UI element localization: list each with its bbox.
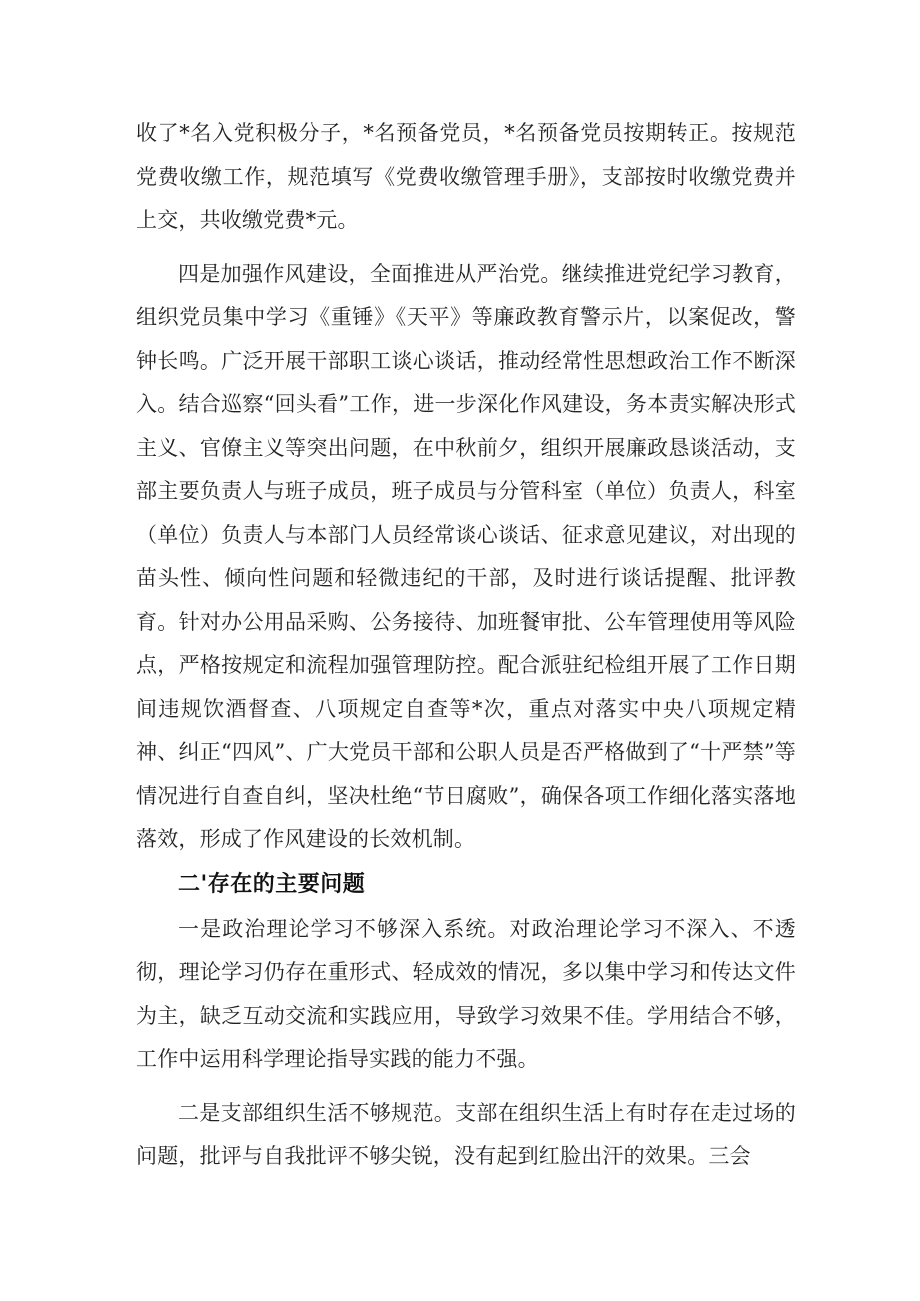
paragraph-theory-study: 一是政治理论学习不够深入系统。对政治理论学习不深入、不透彻，理论学习仍存在重形式、轻成效的情况，多以集中学习和传达文件为主，缺乏互动交流和实践应用，导致学习效果不佳。学用结合不够，工作中运用科学理论指导实践的能力不强。	[136, 916, 796, 1071]
paragraph-organization-life: 二是支部组织生活不够规范。支部在组织生活上有时存在走过场的问题，批评与自我批评不够尖锐，没有起到红脸出汗的效果。三会	[136, 1100, 796, 1168]
section-heading: 二'存在的主要问题	[178, 871, 366, 897]
paragraph-party-dues: 收了*名入党积极分子，*名预备党员，*名预备党员按期转正。按规范党费收缴工作，规范填写《党费收缴管理手册》，支部按时收缴党费并上交，共收缴党费*元。	[136, 121, 796, 232]
document-body	[136, 112, 796, 1179]
paragraph-work-style: 四是加强作风建设，全面推进从严治党。继续推进党纪学习教育，组织党员集中学习《重锤》《天平》等廉政教育警示片，以案促改，警钟长鸣。广泛开展干部职工谈心谈话，推动经常性思想政治工作不断深入。结合巡察“回头看”工作，进一步深化作风建设，务本责实解决形式主义、官僚主义等突出问题，在中秋前夕，组织开展廉政恳谈活动，支部主要负责人与班子成员，班子成员与分管科室（单位）负责人，科室（单位）负责人与本部门人员经常谈心谈话、征求意见建议，对出现的苗头性、倾向性问题和轻微违纪的干部，及时进行谈话提醒、批评教育。针对办公用品采购、公务接待、加班餐审批、公车管理使用等风险点，严格按规定和流程加强管理防控。配合派驻纪检组开展了工作日期间违规饮酒督查、八项规定自查等*次，重点对落实中央八项规定精神、纠正“四风”、广大党员干部和公职人员是否严格做到了“十严禁”等情况进行自查自纠，坚决杜绝“节日腐败”，确保各项工作细化落实落地落效，形成了作风建设的长效机制。	[136, 261, 796, 851]
